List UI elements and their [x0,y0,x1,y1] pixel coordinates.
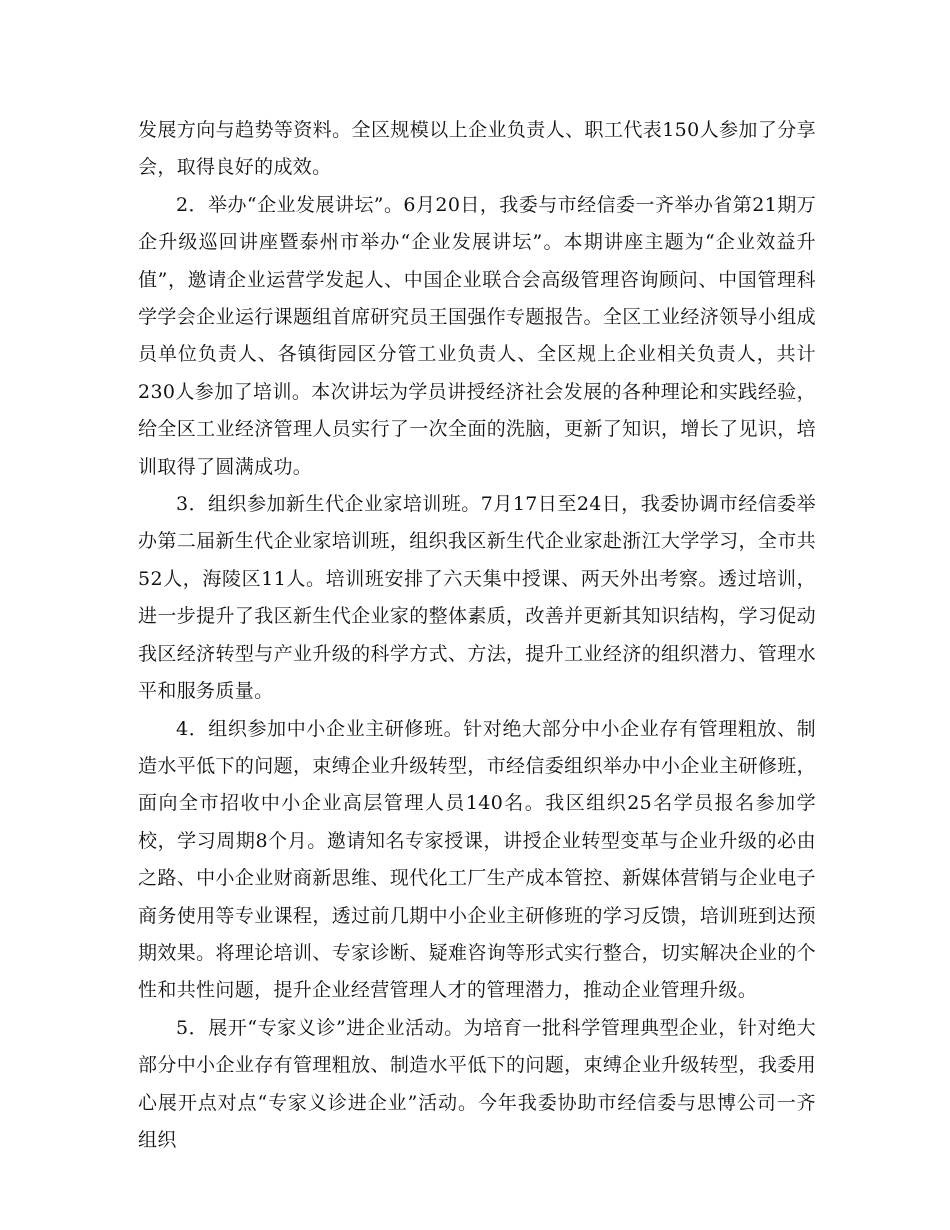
paragraph-item-5: 5．展开“专家义诊”进企业活动。为培育一批科学管理典型企业，针对绝大部分中小企业存有管理粗放、制造水平低下的问题，束缚企业升级转型，我委用心展开点对点“专家义诊进企业”活动。今年我委协助市经信委与思博公司一齐组织 [138,1016,816,1151]
paragraph-continuation: 发展方向与趋势等资料。全区规模以上企业负责人、职工代表150人参加了分享会，取得良好的成效。 [138,119,816,179]
paragraph-item-3: 3．组织参加新生代企业家培训班。7月17日至24日，我委协调市经信委举办第二届新生代企业家培训班，组织我区新生代企业家赴浙江大学学习，全市共52人，海陵区11人。培训班安排了六天集中授课、两天外出考察。透过培训，进一步提升了我区新生代企业家的整体素质，改善并更新其知识结构，学习促动我区经济转型与产业升级的科学方式、方法，提升工业经济的组织潜力、管理水平和服务质量。 [138,493,816,703]
paragraph-item-4: 4．组织参加中小企业主研修班。针对绝大部分中小企业存有管理粗放、制造水平低下的问题，束缚企业升级转型，市经信委组织举办中小企业主研修班，面向全市招收中小企业高层管理人员140名。我区组织25名学员报名参加学校，学习周期8个月。邀请知名专家授课，讲授企业转型变革与企业升级的必由之路、中小企业财商新思维、现代化工厂生产成本管控、新媒体营销与企业电子商务使用等专业课程，透过前几期中小企业主研修班的学习反馈，培训班到达预期效果。将理论培训、专家诊断、疑难咨询等形式实行整合，切实解决企业的个性和共性问题，提升企业经营管理人才的管理潜力，推动企业管理升级。 [138,717,816,1002]
paragraph-item-2: 2．举办“企业发展讲坛”。6月20日，我委与市经信委一齐举办省第21期万企升级巡回讲座暨泰州市举办“企业发展讲坛”。本期讲座主题为“企业效益升值”，邀请企业运营学发起人、中国企业联合会高级管理咨询顾问、中国管理科学学会企业运行课题组首席研究员王国强作专题报告。全区工业经济领导小组成员单位负责人、各镇街园区分管工业负责人、全区规上企业相关负责人，共计230人参加了培训。本次讲坛为学员讲授经济社会发展的各种理论和实践经验，给全区工业经济管理人员实行了一次全面的洗脑，更新了知识，增长了见识，培训取得了圆满成功。 [138,193,816,478]
document-body [138,112,816,1159]
